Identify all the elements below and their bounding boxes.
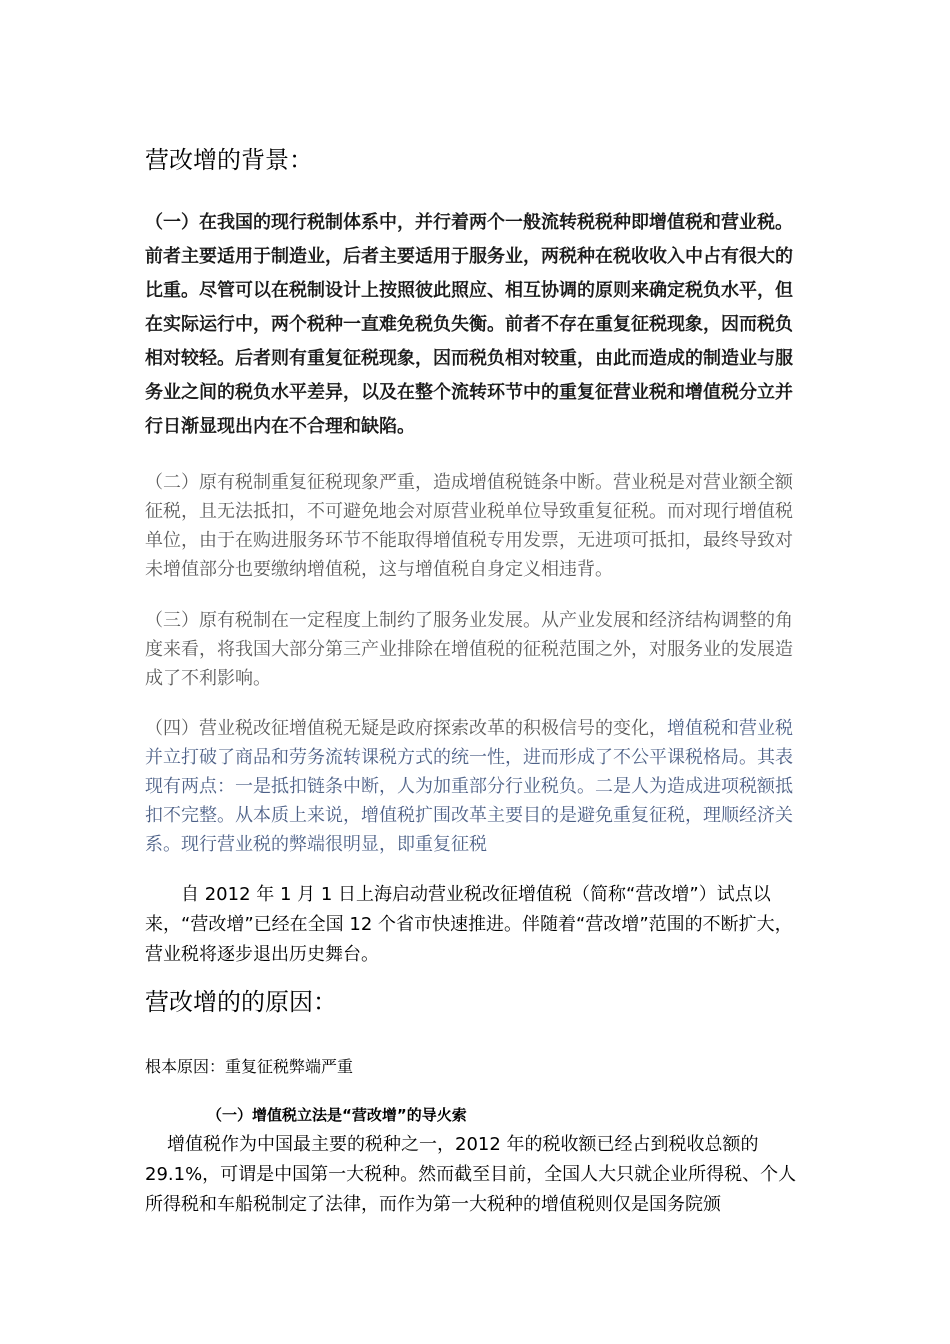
background-paragraph-4 bbox=[145, 714, 805, 859]
background-paragraph-1: （一）在我国的现行税制体系中，并行着两个一般流转税税种即增值税和营业税。前者主要适用于制造业，后者主要适用于服务业，两税种在税收收入中占有很大的比重。尽管可以在税制设计上按照彼此照应、相互协调的原则来确定税负水平，但在实际运行中，两个税种一直难免税负失衡。前者不存在重复征税现象，因而税负相对较轻。后者则有重复征税现象，因而税负相对较重，由此而造成的制造业与服务业之间的税负水平差异，以及在整个流转环节中的重复征营业税和增值税分立并行日渐显现出内在不合理和缺陷。 bbox=[145, 212, 793, 437]
background-heading: 营改增的背景： bbox=[145, 146, 313, 174]
root-cause-line: 根本原因：重复征税弊端严重 bbox=[145, 1057, 354, 1076]
legislation-paragraph: 增值税作为中国最主要的税种之一，2012 年的税收额已经占到税收总额的29.1%，可谓是中国第一大税种。然而截至目前，全国人大只就企业所得税、个人所得税和车船税制定了法律，而作为第一大税种的增值税则仅是国务院颁 bbox=[145, 1134, 797, 1215]
background-paragraph-2: （二）原有税制重复征税现象严重，造成增值税链条中断。营业税是对营业额全额征税，且无法抵扣，不可避免地会对原营业税单位导致重复征税。而对现行增值税单位，由于在购进服务环节不能取得增值税专用发票，无进项可抵扣，最终导致对未增值部分也要缴纳增值税，这与增值税自身定义相违背。 bbox=[145, 472, 793, 580]
pilot-paragraph: 自 2012 年 1 月 1 日上海启动营业税改征增值税（简称“营改增”）试点以来，“营改增”已经在全国 12 个省市快速推进。伴随着“营改增”范围的不断扩大，营业税将逐步退出历史舞台。 bbox=[145, 884, 793, 965]
sub-heading-legislation: （一）增值税立法是“营改增”的导火索 bbox=[207, 1106, 467, 1124]
paragraph-4-lead: （四）营业税改征增值税无疑是政府探索改革的积极信号的变化， bbox=[145, 718, 667, 739]
paragraph-4-highlight: 增值税和营业税并立打破了商品和劳务流转课税方式的统一性，进而形成了不公平课税格局。其表现有两点：一是抵扣链条中断，人为加重部分行业税负。二是人为造成进项税额抵扣不完整。从本质上来说，增值税扩围改革主要目的是避免重复征税，理顺经济关系。现行营业税的弊端很明显，即重复征税 bbox=[145, 718, 793, 855]
background-paragraph-3: （三）原有税制在一定程度上制约了服务业发展。从产业发展和经济结构调整的角度来看，将我国大部分第三产业排除在增值税的征税范围之外，对服务业的发展造成了不利影响。 bbox=[145, 610, 793, 689]
reason-heading: 营改增的的原因： bbox=[145, 988, 337, 1016]
